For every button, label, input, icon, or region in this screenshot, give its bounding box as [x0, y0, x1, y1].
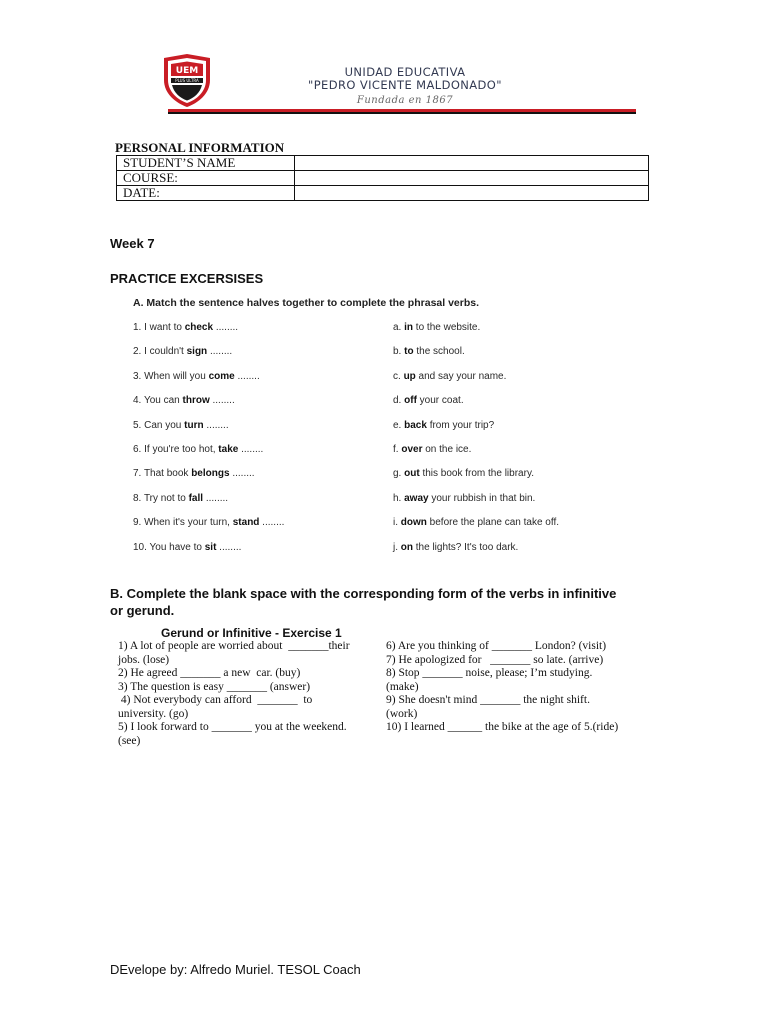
- sentence-start-item: 5. Can you turn ........: [133, 419, 229, 431]
- exercise-left-column: [118, 640, 383, 748]
- sentence-start-item: 7. That book belongs ........: [133, 468, 255, 480]
- sentence-end-item: b. to the school.: [393, 346, 465, 358]
- sentence-start-item: 2. I couldn't sign ........: [133, 346, 233, 358]
- sentence-start-item: 4. You can throw ........: [133, 395, 235, 407]
- sentence-end-item: c. up and say your name.: [393, 370, 507, 382]
- exercise-title: Gerund or Infinitive - Exercise 1: [161, 626, 342, 640]
- table-row: [117, 186, 649, 201]
- exercise-left-line: 3) The question is easy _______ (answer): [118, 680, 311, 693]
- exercise-right-line: 7) He apologized for _______ so late. (arrive): [386, 653, 604, 666]
- practice-heading: PRACTICE EXCERSISES: [110, 271, 264, 286]
- founded-text: Fundada en 1867: [356, 95, 454, 106]
- sentence-start-item: 9. When it's your turn, stand ........: [133, 517, 285, 529]
- section-a-title: A. Match the sentence halves together to complete the phrasal verbs.: [133, 297, 480, 309]
- section-b-title: B. Complete the blank space with the corresponding form of the verbs in infinitive or gerund.: [110, 586, 617, 618]
- school-name-line2: "PEDRO VICENTE MALDONADO": [308, 78, 502, 92]
- exercise-left-line: 2) He agreed _______ a new car. (buy): [118, 667, 301, 679]
- exercise-right-line: 10) I learned ______ the bike at the age of 5.(ride): [386, 721, 619, 733]
- exercise-right-line: 8) Stop _______ noise, please; I’m studying.: [386, 667, 593, 679]
- school-name-line1: UNIDAD EDUCATIVA: [344, 65, 466, 79]
- sentence-end-item: i. down before the plane can take off.: [393, 517, 560, 529]
- sentence-start-item: 3. When will you come ........: [133, 370, 260, 382]
- student-name-field[interactable]: [295, 156, 649, 171]
- exercise-left-line: 5) I look forward to _______ you at the weekend.: [118, 721, 347, 733]
- school-name-block: [305, 66, 505, 106]
- sentence-start-item: 10. You have to sit ........: [133, 541, 242, 553]
- footer-credit: DEvelope by: Alfredo Muriel. TESOL Coach: [110, 962, 361, 977]
- logo-text: UEM: [175, 66, 199, 76]
- course-field[interactable]: [295, 171, 649, 186]
- table-row: [117, 171, 649, 186]
- sentence-end-item: f. over on the ice.: [393, 444, 472, 455]
- sentence-end-item: d. off your coat.: [393, 395, 464, 407]
- exercise-right-line: (work): [386, 707, 418, 720]
- exercise-right-line: 9) She doesn't mind _______ the night shift.: [386, 694, 590, 706]
- school-logo: [160, 52, 214, 108]
- sentence-start-item: 1. I want to check ........: [133, 322, 239, 333]
- sentence-end-item: h. away your rubbish in that bin.: [393, 492, 536, 504]
- table-row: [117, 156, 649, 171]
- sentence-end-item: g. out this book from the library.: [393, 468, 534, 480]
- personal-info-title: PERSONAL INFORMATION: [115, 140, 285, 155]
- exercise-right-line: 6) Are you thinking of _______ London? (visit): [386, 640, 607, 652]
- week-heading: Week 7: [110, 236, 155, 251]
- exercise-right-column: [386, 640, 656, 735]
- exercise-left-line: university. (go): [118, 707, 189, 720]
- sentence-start-item: 8. Try not to fall ........: [133, 492, 229, 504]
- student-name-label: STUDENT’S NAME: [117, 156, 295, 171]
- exercise-right-line: (make): [386, 680, 419, 693]
- sentence-end-item: a. in to the website.: [393, 322, 481, 333]
- date-label: DATE:: [117, 186, 295, 201]
- header-divider-black: [168, 112, 636, 114]
- date-field[interactable]: [295, 186, 649, 201]
- sentence-start-item: 6. If you're too hot, take ........: [133, 444, 264, 455]
- course-label: COURSE:: [117, 171, 295, 186]
- exercise-left-line: 4) Not everybody can afford _______ to: [118, 694, 313, 706]
- exercise-left-line: (see): [118, 734, 141, 747]
- exercise-left-line: jobs. (lose): [118, 653, 170, 666]
- exercise-left-line: 1) A lot of people are worried about _______their: [118, 640, 350, 652]
- sentence-end-item: e. back from your trip?: [393, 419, 495, 431]
- personal-info-table: [116, 155, 649, 201]
- logo-band-text: PLUS ULTRA: [175, 78, 199, 83]
- sentence-end-item: j. on the lights? It's too dark.: [393, 541, 519, 553]
